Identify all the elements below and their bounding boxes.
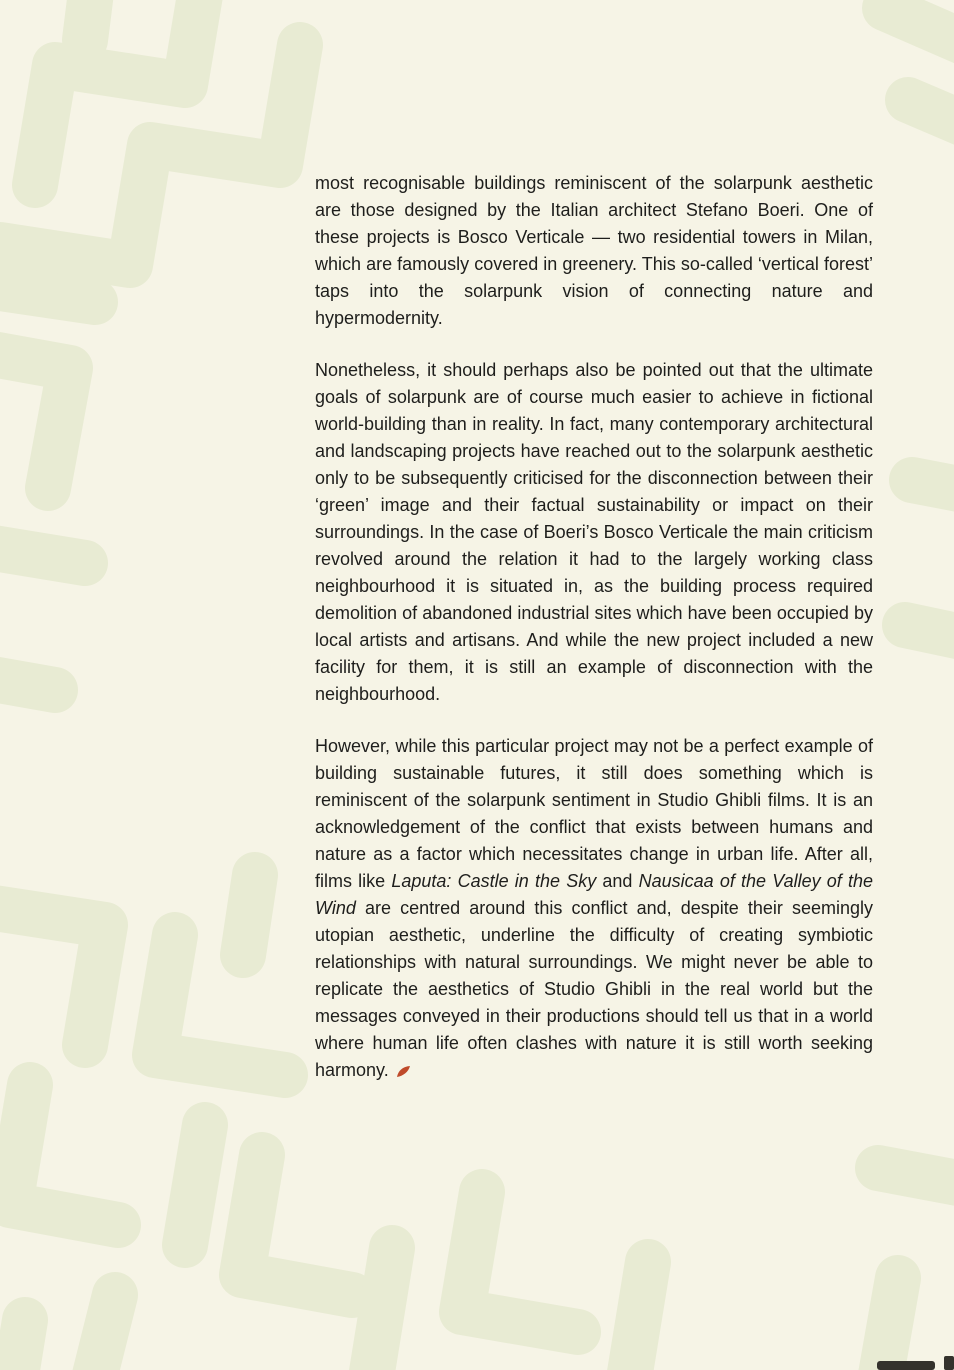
pattern-stroke bbox=[10, 1085, 118, 1225]
pattern-stroke bbox=[95, 1295, 115, 1370]
text-segment: are centred around this conflict and, despite their seemingly utopian aesthetic, underline the difficulty of creating symbiotic relationships with natural surroundings. We might never be able to replicate the aesthetics of Studio Ghibli in the real world but the messages conveyed in their productions should tell us that in a world where human life often clashes with nature it is still worth seeking harmony. bbox=[315, 898, 873, 1080]
leaf-end-mark-icon bbox=[396, 1065, 411, 1078]
pattern-stroke bbox=[462, 1192, 578, 1332]
paragraph bbox=[315, 357, 873, 708]
pattern-stroke bbox=[0, 285, 95, 302]
text-segment: Laputa: Castle in the Sky bbox=[391, 871, 597, 891]
pattern-stroke bbox=[15, 1320, 25, 1370]
text-segment: However, while this particular project may not be a perfect example of building sustainable futures, it still does something which is reminiscent of the solarpunk sentiment in Studio Ghibli films. It is an acknowledgement of the conflict that exists between humans and nature as a factor which necessitates change in urban life. After all, films like bbox=[315, 736, 873, 891]
text-segment: most recognisable buildings reminiscent of the solarpunk aesthetic are those designed by the Italian architect Stefano Boeri. One of these projects is Bosco Verticale — two residential towers in Milan, which are famously covered in greenery. This so-called ‘vertical forest’ taps into the solarpunk vision of connecting nature and hypermodernity. bbox=[315, 173, 873, 328]
pattern-stroke bbox=[0, 350, 70, 488]
pattern-stroke bbox=[85, 0, 95, 40]
text-segment: and bbox=[596, 871, 639, 891]
pattern-stroke bbox=[242, 1155, 352, 1295]
pattern-stroke bbox=[905, 625, 954, 642]
paragraph bbox=[315, 733, 873, 1084]
pattern-stroke bbox=[878, 1278, 898, 1370]
pattern-stroke bbox=[908, 100, 954, 135]
pattern-stroke bbox=[878, 1168, 954, 1183]
pattern-stroke bbox=[912, 480, 954, 495]
scan-edge-artifact bbox=[877, 1361, 935, 1370]
pattern-stroke bbox=[628, 1262, 648, 1370]
text-segment: Nonetheless, it should perhaps also be pointed out that the ultimate goals of solarpunk are of course much easier to achieve in fictional world-building than in reality. In fact, many contemporary architectural and landscaping projects have reached out to the solarpunk aesthetic only to be subsequently criticised for the disconnection between their ‘green’ image and their factual sustainability or impact on their surroundings. In the case of Boeri’s Bosco Verticale the main criticism revolved around the relation it had to the largely working class neighbourhood it is situated in, as the building process required demolition of abandoned industrial sites which have been occupied by local artists and artisans. And while the new project included a new facility for them, it is still an example of disconnection with the neighbourhood. bbox=[315, 360, 873, 704]
pattern-stroke bbox=[0, 675, 55, 690]
pattern-stroke bbox=[0, 905, 105, 1045]
paragraph bbox=[315, 170, 873, 332]
article-text-column bbox=[315, 170, 873, 1084]
pattern-stroke bbox=[243, 875, 255, 955]
pattern-stroke bbox=[885, 8, 954, 45]
scan-edge-artifact bbox=[944, 1356, 954, 1370]
pattern-stroke bbox=[0, 545, 85, 563]
text-segment: Nausicaa of the Valley of the Wind bbox=[315, 871, 873, 918]
pattern-stroke bbox=[372, 1248, 392, 1370]
pattern-stroke bbox=[185, 1125, 205, 1245]
